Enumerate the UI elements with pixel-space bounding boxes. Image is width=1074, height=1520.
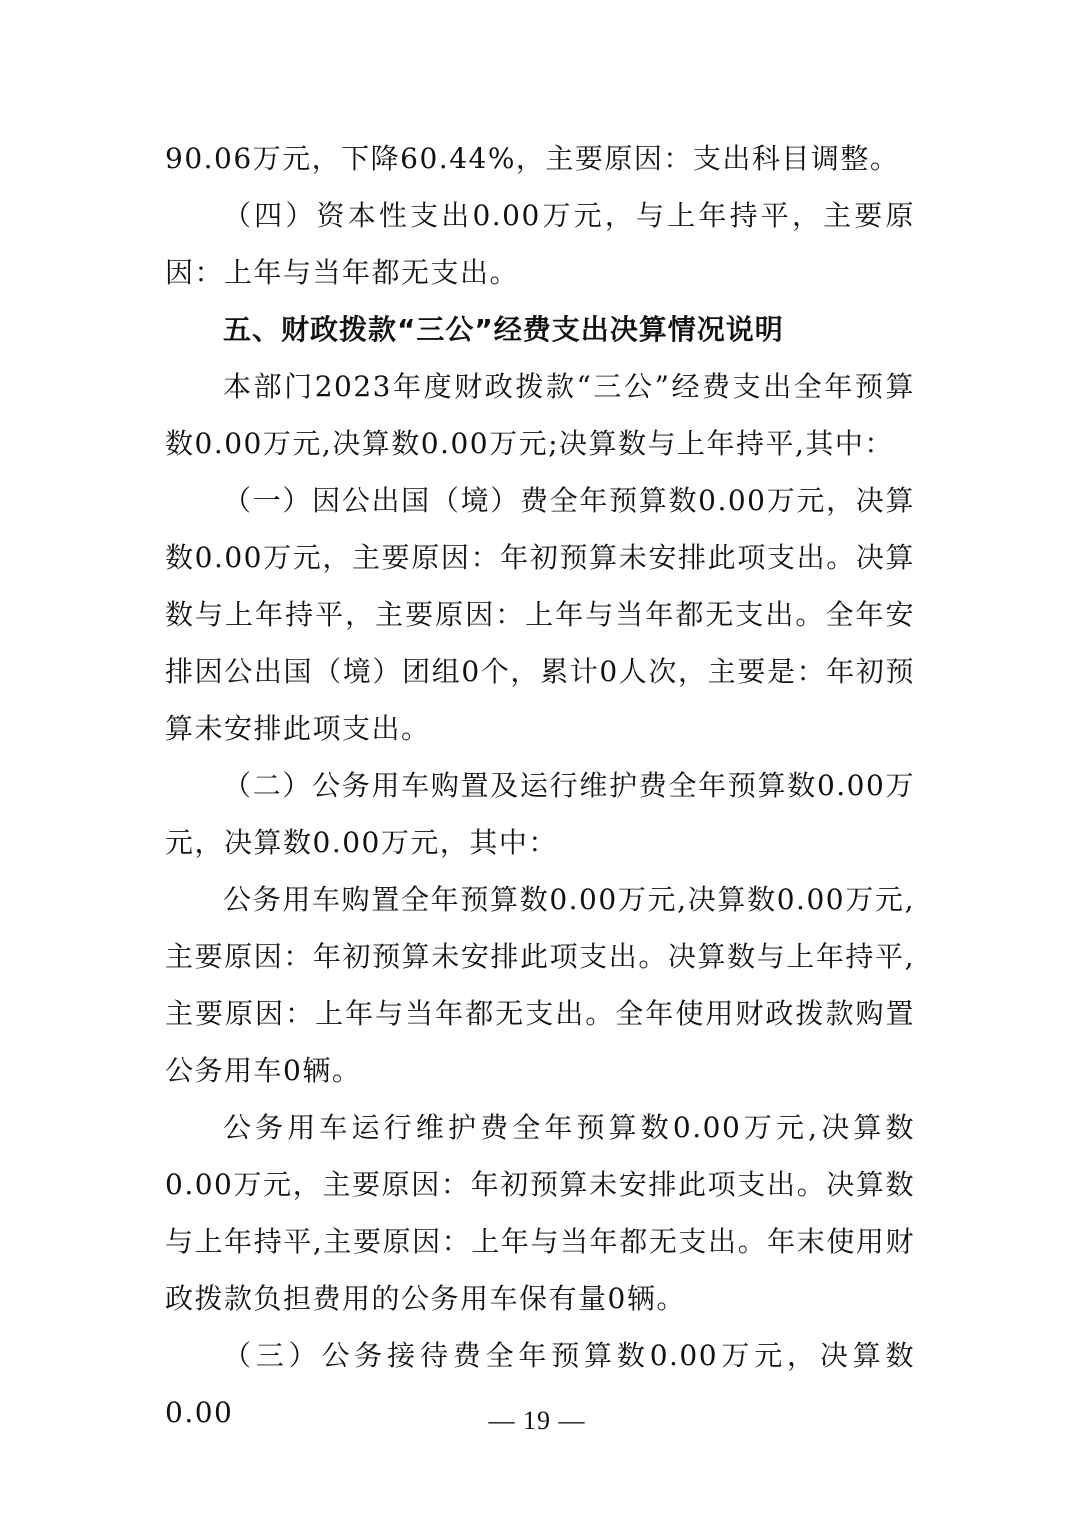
page-number: — 19 — — [488, 1406, 586, 1435]
section-heading: 五、财政拨款“三公”经费支出决算情况说明 — [223, 313, 784, 346]
paragraph-2: （四）资本性支出0.00万元，与上年持平，主要原因：上年与当年都无支出。 — [165, 199, 915, 289]
paragraph-8: 公务用车运行维护费全年预算数0.00万元,决算数0.00万元，主要原因：年初预算未安排此项支出。决算数与上年持平,主要原因：上年与当年都无支出。年末使用财政拨款负担费用的公务用车保有量0辆。 — [165, 1111, 915, 1315]
body-text — [165, 130, 915, 1441]
paragraph-6: （二）公务用车购置及运行维护费全年预算数0.00万元，决算数0.00万元，其中： — [165, 769, 915, 859]
paragraph-4: 本部门2023年度财政拨款“三公”经费支出全年预算数0.00万元,决算数0.00万元;决算数与上年持平,其中： — [165, 370, 915, 460]
paragraph-1: 90.06万元，下降60.44%，主要原因：支出科目调整。 — [165, 142, 900, 175]
paragraph-7: 公务用车购置全年预算数0.00万元,决算数0.00万元,主要原因：年初预算未安排此项支出。决算数与上年持平,主要原因：上年与当年都无支出。全年使用财政拨款购置公务用车0辆。 — [165, 883, 915, 1087]
paragraph-9: （三）公务接待费全年预算数0.00万元，决算数0.00 — [165, 1339, 915, 1429]
paragraph-5: （一）因公出国（境）费全年预算数0.00万元，决算数0.00万元，主要原因：年初预算未安排此项支出。决算数与上年持平，主要原因：上年与当年都无支出。全年安排因公出国（境）团组0个，累计0人次，主要是：年初预算未安排此项支出。 — [165, 484, 915, 745]
